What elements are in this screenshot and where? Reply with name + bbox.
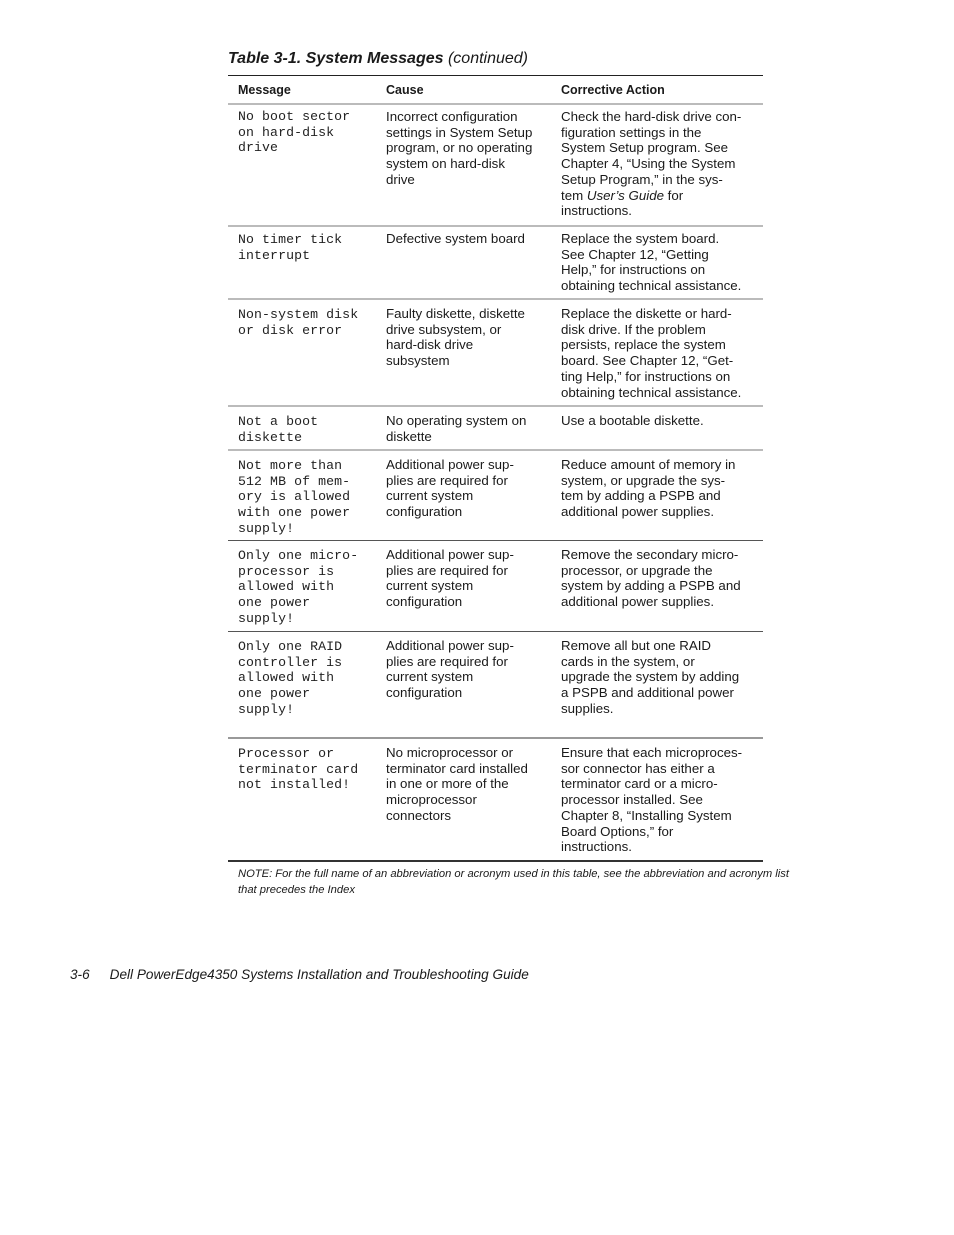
table-bottom-rule: [228, 860, 763, 862]
row-cause: No microprocessor or terminator card installed in one or more of the microprocessor connectors: [386, 745, 528, 823]
table-note: NOTE: For the full name of an abbreviation or acronym used in this table, see the abbreviation and acronym list that precedes the Index: [238, 868, 789, 896]
header-cause: Cause: [386, 83, 424, 97]
row-cause: Incorrect configuration settings in System Setup program, or no operating system on hard-disk drive: [386, 109, 533, 187]
row-cause: Faulty diskette, diskette drive subsystem, or hard-disk drive subsystem: [386, 306, 525, 369]
row-message: Only one RAID controller is allowed with one power supply!: [238, 639, 343, 717]
row-message: Processor or terminator card not installed!: [238, 746, 359, 793]
row-cause: Additional power sup- plies are required for current system configuration: [386, 638, 514, 701]
table-header: [228, 76, 763, 105]
header-corrective-action: Corrective Action: [561, 83, 665, 97]
row-cause: Additional power sup- plies are required for current system configuration: [386, 547, 514, 610]
table-caption-label: Table 3-1. System Messages: [228, 50, 444, 67]
table-row: [228, 227, 763, 300]
row-message: No boot sector on hard-disk drive: [238, 109, 351, 156]
row-action: Ensure that each microproces- sor connector has either a terminator card or a micro- processor installed. See Chapter 8, “Installing System Board Options,” for instructions.: [561, 745, 743, 855]
row-action: Replace the diskette or hard- disk drive. If the problem persists, replace the system board. See Chapter 12, “Get- ting Help,” for instructions on obtaining technical assistance.: [561, 306, 742, 400]
users-guide-ref: User’s Guide: [586, 187, 664, 203]
row-action: Remove all but one RAID cards in the system, or upgrade the system by adding a PSPB and additional power supplies.: [561, 638, 740, 716]
row-message: Not a boot diskette: [238, 414, 319, 445]
row-message: No timer tick interrupt: [238, 232, 343, 263]
table-row: [228, 407, 763, 451]
row-action: Use a bootable diskette.: [561, 413, 704, 428]
row-action-text-end: for instructions.: [561, 187, 684, 219]
table-row: [228, 632, 763, 739]
system-messages-table: [228, 75, 763, 105]
row-message: Non-system disk or disk error: [238, 307, 359, 338]
table-caption-suffix: (continued): [443, 50, 529, 67]
table-caption: [228, 50, 528, 68]
row-cause: Defective system board: [386, 231, 525, 246]
document-title: Dell PowerEdge4350 Systems Installation and Troubleshooting Guide: [109, 967, 529, 982]
table-row: [228, 103, 763, 227]
page-footer: [70, 967, 529, 982]
row-message: Not more than 512 MB of mem- ory is allowed with one power supply!: [238, 458, 351, 536]
row-cause: Additional power sup- plies are required for current system configuration: [386, 457, 514, 520]
table-row: [228, 300, 763, 407]
table-row: [228, 451, 763, 541]
row-action: Remove the secondary micro- processor, or upgrade the system by adding a PSPB and additional power supplies.: [561, 547, 741, 610]
header-message: Message: [238, 83, 291, 97]
page-number: 3-6: [70, 967, 90, 982]
row-action: [561, 109, 761, 219]
row-action-text: Check the hard-disk drive con- figuration settings in the System Setup program. See Chapter 4, “Using the System Setup Program,” in the sys- tem: [561, 109, 742, 203]
row-action: Replace the system board. See Chapter 12, “Getting Help,” for instructions on obtaining technical assistance.: [561, 231, 742, 294]
row-action: Reduce amount of memory in system, or upgrade the sys- tem by adding a PSPB and additional power supplies.: [561, 457, 736, 520]
table-row: [228, 739, 763, 860]
row-cause: No operating system on diskette: [386, 413, 527, 444]
table-row: [228, 541, 763, 632]
row-message: Only one micro- processor is allowed with one power supply!: [238, 548, 359, 626]
